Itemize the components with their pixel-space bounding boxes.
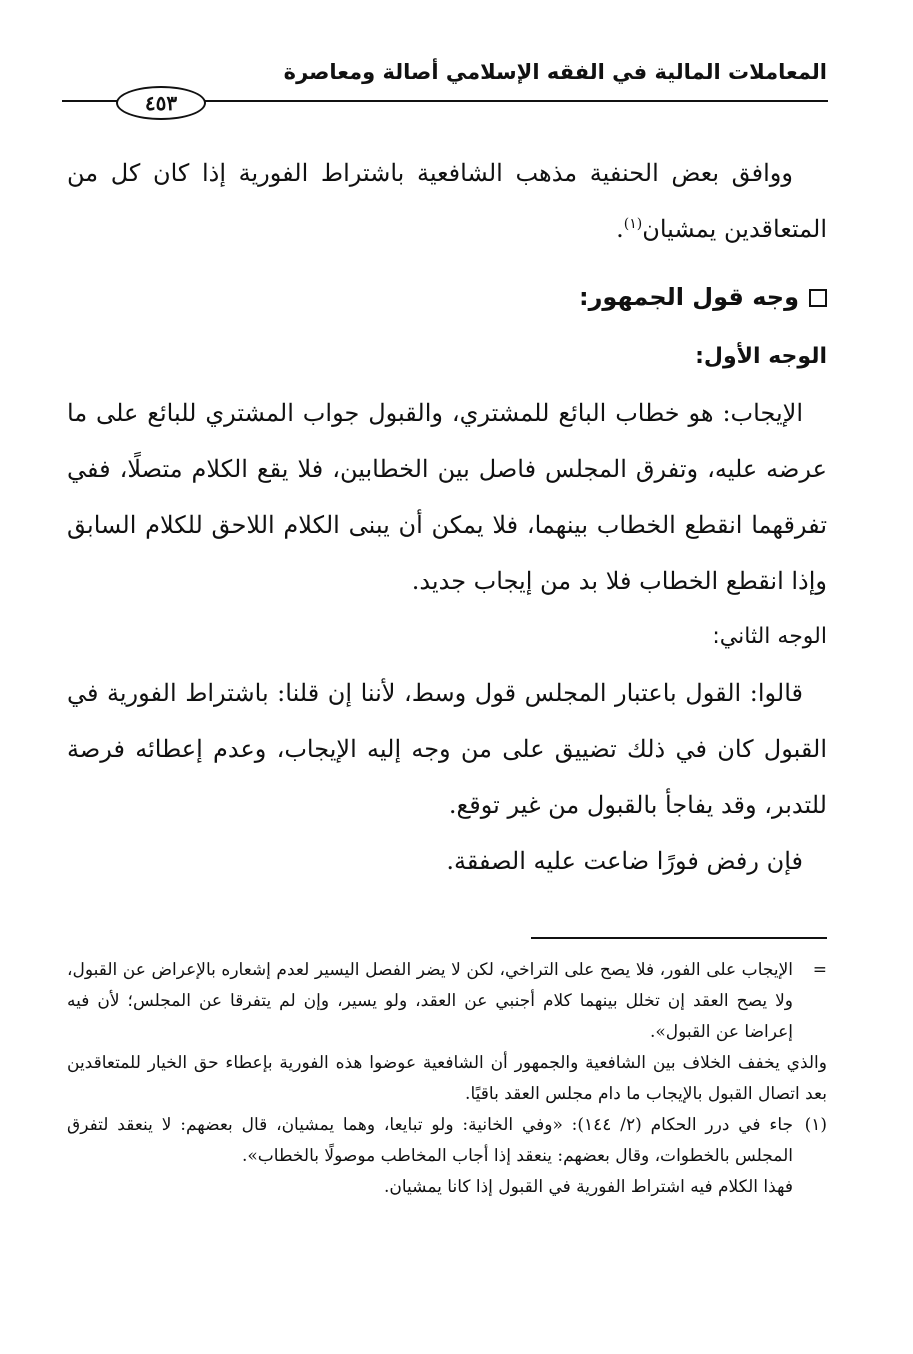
sentence-end: . [616, 215, 624, 243]
main-text [67, 145, 827, 889]
section-heading-text: وجه قول الجمهور: [579, 283, 799, 311]
paragraph-first-aspect: الإيجاب: هو خطاب البائع للمشتري، والقبول جواب المشتري للبائع على ما عرضه عليه، وتفرق المجلس فاصل بين الخطابين، فلا يقع الكلام متصلًا، ففي تفرقهما انقطع الخطاب بينهما، فلا يمكن أن يبنى الكلام اللاحق للكلام السابق وإذا انقطع الخطاب فلا بد من إيجاب جديد. [67, 399, 827, 595]
footnote-1-marker: (١) [804, 1115, 827, 1135]
footnote-continuation-marker: = [812, 960, 827, 980]
footnote-continuation-text: الإيجاب على الفور، فلا يصح على التراخي، لكن لا يضر الفصل اليسير لعدم إشعاره بالإعراض عن القبول، ولا يصح العقد إن تخلل بينهما كلام أجنبي عن العقد، ولو يسير، وإن لم يتفرقا عن المجلس؛ لأن فيه إعراضا عن القبول». [67, 960, 793, 1042]
checkbox-icon [809, 289, 827, 307]
footnote-note: والذي يخفف الخلاف بين الشافعية والجمهور أن الشافعية عوضوا هذه الفورية بإعطاء حق الخيار للمتعاقدين بعد اتصال القبول بالإيجاب ما دام مجلس العقد باقيًا. [67, 1053, 827, 1104]
footnote-reference[interactable]: (١) [623, 216, 643, 232]
page-number: ٤٥٣ [116, 86, 206, 120]
paragraph-text: ووافق بعض الحنفية مذهب الشافعية باشتراط الفورية إذا كان كل من المتعاقدين يمشيان [67, 159, 827, 243]
paragraph-hanafi-agreement [67, 145, 827, 257]
running-title: المعاملات المالية في الفقه الإسلامي أصالة ومعاصرة [283, 60, 827, 84]
footnote-1-text: جاء في درر الحكام (٢/ ١٤٤): «وفي الخانية: ولو تبايعا، وهما يمشيان، قال بعضهم: لا ينعقد لتفرق المجلس بالخطوات، وقال بعضهم: ينعقد إذا أجاب المخاطب موصولًا بالخطاب». [67, 1115, 794, 1166]
footnote-separator [531, 937, 827, 939]
subheading-second-aspect: الوجه الثاني: [712, 624, 827, 649]
footnote-1-comment: فهذا الكلام فيه اشتراط الفورية في القبول إذا كانا يمشيان. [383, 1177, 793, 1197]
footnotes [67, 955, 827, 1203]
section-heading [67, 267, 827, 327]
paragraph-second-aspect: قالوا: القول باعتبار المجلس قول وسط، لأننا إن قلنا: باشتراط الفورية في القبول كان في ذلك تضييق على من وجه إليه الإيجاب، وعدم إعطائه فرصة للتدبر، وقد يفاجأ بالقبول من غير توقع. [67, 679, 827, 819]
footnote-1 [67, 1110, 827, 1172]
footnote-continuation [67, 955, 827, 1048]
subheading-first-aspect: الوجه الأول: [695, 344, 827, 369]
paragraph-conclusion: فإن رفض فورًا ضاعت عليه الصفقة. [446, 847, 803, 875]
